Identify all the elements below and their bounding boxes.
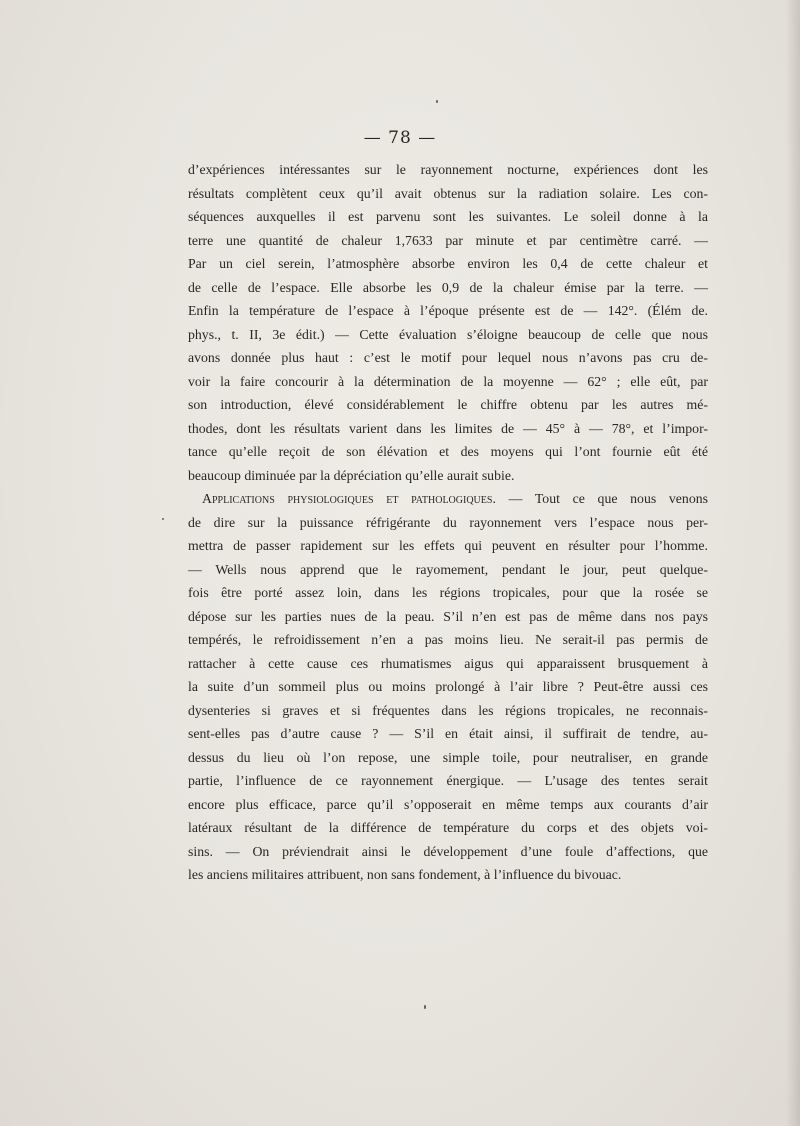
section-heading: Applications physiologiques et pathologiques. <box>202 491 496 506</box>
text-line: de dire sur la puissance réfrigérante du rayonnement vers l’espace nous per- <box>188 514 708 530</box>
text-line: la suite d’un sommeil plus ou moins prolongé à l’air libre ? Peut-être aussi ces <box>188 679 708 694</box>
text-line: avons donnée plus haut : c’est le motif pour lequel nous n’avons pas cru de- <box>188 350 708 365</box>
text-line: sins. — On préviendrait ainsi le développement d’une foule d’affections, que <box>188 843 708 859</box>
text-line: terre une quantité de chaleur 1,7633 par minute et par centimètre carré. — <box>188 232 708 248</box>
text-line: latéraux résultant de la différence de température du corps et des objets voi- <box>188 820 708 835</box>
text-line: dépose sur les parties nues de la peau. S’il n’en est pas de même dans nos pays <box>188 608 708 624</box>
text-line: Par un ciel serein, l’atmosphère absorbe environ les 0,4 de cette chaleur et <box>188 256 708 271</box>
text-line: les anciens militaires attribuent, non sans fondement, à l’influence du bivouac. <box>188 867 622 882</box>
paper-speck <box>436 100 438 103</box>
text-line: rattacher à cette cause ces rhumatismes aigus qui apparaissent brusquement à <box>188 655 708 671</box>
text-line: sent-elles pas d’autre cause ? — S’il en était ainsi, il suffirait de tendre, au- <box>188 726 708 741</box>
text-line: voir la faire concourir à la détermination de la moyenne — 62° ; elle eût, par <box>188 373 708 389</box>
text-line: beaucoup diminuée par la dépréciation qu’elle aurait subie. <box>188 467 515 483</box>
text-line: thodes, dont les résultats varient dans les limites de — 45° à — 78°, et l’impor- <box>188 420 708 436</box>
page-edge-shadow <box>786 0 800 1126</box>
section-first-line-text: — Tout ce que nous venons <box>508 491 708 506</box>
text-line: tempérés, le refroidissement n’en a pas moins lieu. Ne serait-il pas permis de <box>188 632 708 647</box>
paper-speck <box>424 1005 426 1009</box>
text-line: résultats complètent ceux qu’il avait obtenus sur la radiation solaire. Les con- <box>188 185 708 201</box>
text-line: — Wells nous apprend que le rayomement, pendant le jour, peut quelque- <box>188 561 708 577</box>
text-line: partie, l’influence de ce rayonnement énergique. — L’usage des tentes serait <box>188 773 708 788</box>
text-line: d’expériences intéressantes sur le rayonnement nocturne, expériences dont les <box>188 162 708 177</box>
text-line: fois être porté assez loin, dans les régions tropicales, pour que la rosée se <box>188 585 708 600</box>
paper-speck <box>162 518 164 520</box>
body-text <box>188 158 708 887</box>
text-line: Enfin la température de l’espace à l’époque présente est de — 142°. (Élém de. <box>188 303 708 318</box>
text-line: tance qu’elle reçoit de son élévation et des moyens qui l’ont fournie eût été <box>188 444 708 459</box>
text-line: de celle de l’espace. Elle absorbe les 0,9 de la chaleur émise par la terre. — <box>188 279 708 295</box>
text-line: mettra de passer rapidement sur les effets qui peuvent en résulter pour l’homme. <box>188 538 708 553</box>
text-line: séquences auxquelles il est parvenu sont les suivantes. Le soleil donne à la <box>188 209 708 224</box>
text-line: phys., t. II, 3e édit.) — Cette évaluation s’éloigne beaucoup de celle que nous <box>188 326 708 342</box>
page-number: — 78 — <box>363 128 437 148</box>
section-first-line <box>188 487 708 511</box>
text-line: dessus du lieu où l’on repose, une simple toile, pour neutraliser, en grande <box>188 749 708 765</box>
text-line: dysenteries si graves et si fréquentes dans les régions tropicales, ne reconnais- <box>188 702 708 718</box>
text-line: son introduction, élevé considérablement le chiffre obtenu par les autres mé- <box>188 397 708 412</box>
text-line: encore plus efficace, parce qu’il s’opposerait en même temps aux courants d’air <box>188 796 708 812</box>
